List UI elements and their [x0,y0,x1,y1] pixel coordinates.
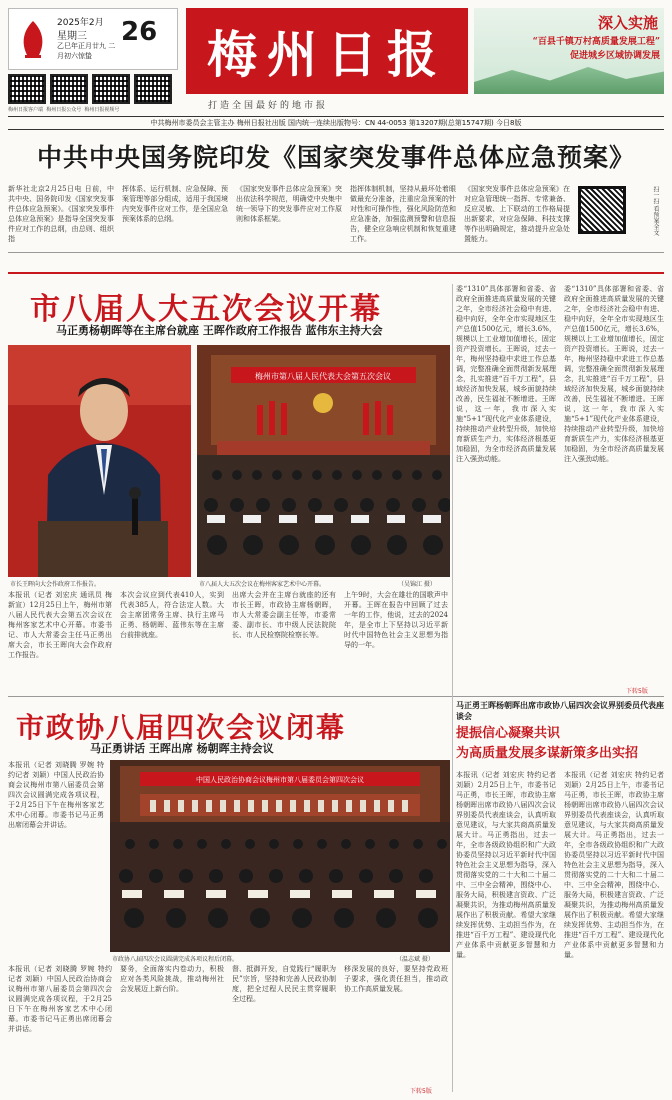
story3-subhead: 马正勇讲话 王晖出席 杨朝晖主持会议 [90,742,274,755]
story2-col: 本报讯（记者 刘宏庆 通讯员 梅新宣）12月25日上午，梅州市第八届人民代表大会第五次会议在梅州客家艺术中心开幕。市委书记、市人大常委会主任马正勇出席大会，市长王晖向大会作政府工作报告。 [8,591,112,659]
side-story-title-2[interactable]: 为高质量发展多谋新策多出实招 [456,746,639,761]
story2-photo-hall[interactable] [197,345,450,577]
date-lunar: 乙巳年正月廿九 二月初六惊蛰 [57,42,116,60]
date-day: 26 [121,17,158,47]
story3-col: 本报讯（记者 刘晓腾 罗婉 特约记者 刘颖）中国人民政治协商会议梅州市第八届委员会第四次会议圆满完成各项议程，于2月25日下午在梅州客家艺术中心闭幕。市委书记马正勇出席闭幕会并讲话。 [8,965,112,1033]
story3-photo-credit: （温志斌 摄） [396,956,434,963]
story3-body [8,964,452,1090]
qr-label: 梅州日报公众号 [46,107,82,113]
date-year-month: 2025年2月 [57,18,104,28]
qr-label: 梅州日报视频号 [84,107,120,113]
story1-col: 《国家突发事件总体应急预案》在对应急管理统一指挥、专常兼备、反应灵敏、上下联动的工作格局提出新要求，对应急保障、科技支撑等作出明确规定，推动提升应急处置能力。 [464,185,570,243]
story1-headline[interactable]: 中共中央国务院印发《国家突发事件总体应急预案》 [36,143,635,172]
masthead [8,8,664,112]
story1-col: 挥体系、运行机制、应急保障、预案管理等部分组成，适用于我国境内突发事件应对工作，是全国应急预案体系的总纲。 [122,185,228,223]
side-story-header [456,700,664,762]
story2-subhead: 马正勇杨朝晖等在主席台就座 王晖作政府工作报告 蓝伟东主持大会 [56,324,383,337]
story2-photo-mayor[interactable] [8,345,191,577]
newspaper-logo-icon [15,17,51,59]
date-box [8,8,178,70]
speaker-photo-graphic [8,345,191,577]
qr-label: 梅州日报客户端 [8,107,44,113]
story2-photo1-caption: 市长王晖向大会作政府工作报告。 [10,581,101,588]
assembly-hall-graphic [197,345,450,577]
story2-right-column [456,284,664,692]
story1-qr-code-icon[interactable] [578,186,626,234]
story1-col: 新华社北京2月25日电 日前，中共中央、国务院印发《国家突发事件总体应急预案》。《国家突发事件总体应急预案》是指导全国突发事件应对工作的总纲，由总则、组织指 [8,185,114,243]
newspaper-slogan: 打造全国最好的地市报 [208,101,329,111]
side-story-kicker: 马正勇王晖杨朝晖出席市政协八届四次会议界别委员代表座谈会 [456,700,664,721]
story3-headline[interactable]: 市政协八届四次会议闭幕 [16,711,347,744]
qr-code-icon[interactable] [8,74,46,104]
section-divider [8,696,664,697]
story2-body [8,590,452,692]
story2-headline[interactable]: 市八届人大五次会议开幕 [30,292,382,327]
story2-col: 上午9时，大会在雄壮的国歌声中开幕。王晖在报告中回顾了过去一年的工作，他说，过去的2024年，是全市上下坚持以习近平新时代中国特色社会主义思想为指导的一年。 [344,591,448,649]
stage-banner-text: 梅州市第八届人民代表大会第五次会议 [255,372,391,381]
promo-line-2: 促进城乡区域协调发展 [569,51,660,61]
story3-col: 移深发展的良好，要坚持党政班子要求，强化责任担当，推动政协工作高质量发展。 [344,965,448,993]
story1-qr-note: 扫一扫 看预案全文 [652,186,659,236]
date-weekday: 星期三 [57,31,87,42]
qr-labels [8,106,119,113]
story1-col: 指挥体制机制，坚持从最坏处着眼做最充分准备，注重应急预案的针对性和可操作性，强化风险防范和应急准备，加强监测预警和信息报告，健全应急响应机制和恢复重建工作。 [350,185,456,243]
story3-col: 督、抵御开发，自觉践行“履职为民”宗旨，坚持和完善人民政协制度，把全过程人民民主贯穿履职全过程。 [232,965,336,1003]
section-divider [8,272,664,274]
promo-title: 深入实施 [597,14,658,32]
story3-col: 要务，全面落实内卷动力，积极应对各类风险挑战，推动梅州社会发展迈上新台阶。 [120,965,224,993]
story3-photo-caption: 市政协八届四次会议圆满完成各项议程后闭幕。 [112,956,239,963]
story2-photo2-caption: 市八届人大五次会议在梅州客家艺术中心开幕。 [199,581,326,588]
story3-left-text [8,760,104,956]
cppcc-hall-graphic [110,760,450,952]
qr-code-icon[interactable] [92,74,130,104]
side-story-title-1[interactable]: 提振信心凝聚共识 [456,726,561,741]
story2-col: 本次会议应到代表410人，实到代表385人，符合法定人数。大会主席团常务主席、执行主席马正勇、杨朝晖、蓝伟东等在主席台前排就座。 [120,591,224,639]
side-story-body [456,770,664,1092]
story2-right-text: 委“1310”具体部署和省委、省政府全面推进高质量发展的关键之年，全市经济社会稳中有进、稳中向好，全年全市实现地区生产总值1500亿元，增长3.6%，规模以上工业增加值增长，固定资产投资增长。王晖说，过去一年，梅州坚持稳中求进工作总基调，完整准确全面贯彻新发展理念，扎实推进“百千万工程”，县域经济加快发展，城乡面貌持续改善，民生福祉不断增进。王晖说，这一年，我市深入实施“5+1”现代化产业体系建设，持续推动产业转型升级，加快培育新质生产力，实体经济根基更加稳固，为全市经济高质量发展注入强劲动能。 [456,285,556,463]
story2-right-text: 委“1310”具体部署和省委、省政府全面推进高质量发展的关键之年，全市经济社会稳中有进、稳中向好，全年全市实现地区生产总值1500亿元，增长3.6%，规模以上工业增加值增长，固定资产投资增长。王晖说，过去一年，梅州坚持稳中求进工作总基调，完整准确全面贯彻新发展理念，扎实推进“百千万工程”，县域经济加快发展，城乡面貌持续改善，民生福祉不断增进。王晖说，这一年，我市深入实施“5+1”现代化产业体系建设，持续推动产业转型升级，加快培育新质生产力，实体经济根基更加稳固，为全市经济高质量发展注入强劲动能。 [564,285,664,463]
story2-photo-credit: （吴锦江 摄） [398,581,436,588]
qr-code-row [8,74,178,110]
story1-body [8,184,574,244]
story2-col: 出席大会并在主席台就座的还有市长王晖，市政协主席杨朝晖，市人大常委会副主任等，市委常委、副市长、市中级人民法院院长、市人民检察院检察长等。 [232,591,336,639]
stage-banner-text: 中国人民政治协商会议梅州市第八届委员会第四次会议 [196,776,364,784]
story1-col: 《国家突发事件总体应急预案》突出依法科学规范，明确党中央集中统一领导下的突发事件应对工作原则和体系框架。 [236,185,342,223]
side-story-col: 本报讯（记者 刘宏庆 特约记者 刘颖）2月25日上午，市委书记马正勇，市长王晖，市政协主席杨朝晖出席市政协八届四次会议界别委员代表座谈会，认真听取意见建议，与大家共商高质量发展大计。马正勇指出，过去一年，全市各级政协组织和广大政协委员坚持以习近平新时代中国特色社会主义思想为指导，深入贯彻落实党的二十大和二十届二中、三中全会精神，围绕中心、服务大局，积极建言资政、广泛凝聚共识，为推动梅州高质量发展作出了积极贡献。希望大家继续发挥优势、主动担当作为，在推进“百千万工程”、建设现代化产业体系中贡献更多智慧和力量。 [456,771,556,959]
qr-code-icon[interactable] [134,74,172,104]
side-story-col: 本报讯（记者 刘宏庆 特约记者 刘颖）2月25日上午，市委书记马正勇，市长王晖，市政协主席杨朝晖出席市政协八届四次会议界别委员代表座谈会，认真听取意见建议，与大家共商高质量发展大计。马正勇指出，过去一年，全市各级政协组织和广大政协委员坚持以习近平新时代中国特色社会主义思想为指导，深入贯彻落实党的二十大和二十届二中、三中全会精神，围绕中心、服务大局，积极建言资政、广泛凝聚共识，为推动梅州高质量发展作出了积极贡献。希望大家继续发挥优势、主动担当作为，在推进“百千万工程”、建设现代化产业体系中贡献更多智慧和力量。 [564,771,664,959]
promo-line-1: “百县千镇万村高质量发展工程” [532,37,660,47]
publication-info-bar: 中共梅州市委员会主管主办 梅州日报社出版 国内统一连续出版物号：CN 44-0053 第13207期(总第15747期) 今日8版 [8,116,664,130]
story3-col: 本报讯（记者 刘晓腾 罗婉 特约记者 刘颖）中国人民政治协商会议梅州市第八届委员会第四次会议圆满完成各项议程，于2月25日下午在梅州客家艺术中心闭幕。市委书记马正勇出席闭幕会并讲话。 [8,761,104,829]
promo-banner[interactable] [474,8,664,94]
story3-photo-hall[interactable] [110,760,450,952]
newspaper-title: 梅州日报 [207,25,447,84]
story3-continued[interactable]: 下转5版 [410,1088,432,1095]
qr-code-icon[interactable] [50,74,88,104]
column-divider [452,284,453,1092]
promo-hills-graphic [474,64,664,94]
section-divider [8,252,664,253]
story2-continued[interactable]: 下转5版 [626,688,648,695]
newspaper-title-block [186,8,468,94]
